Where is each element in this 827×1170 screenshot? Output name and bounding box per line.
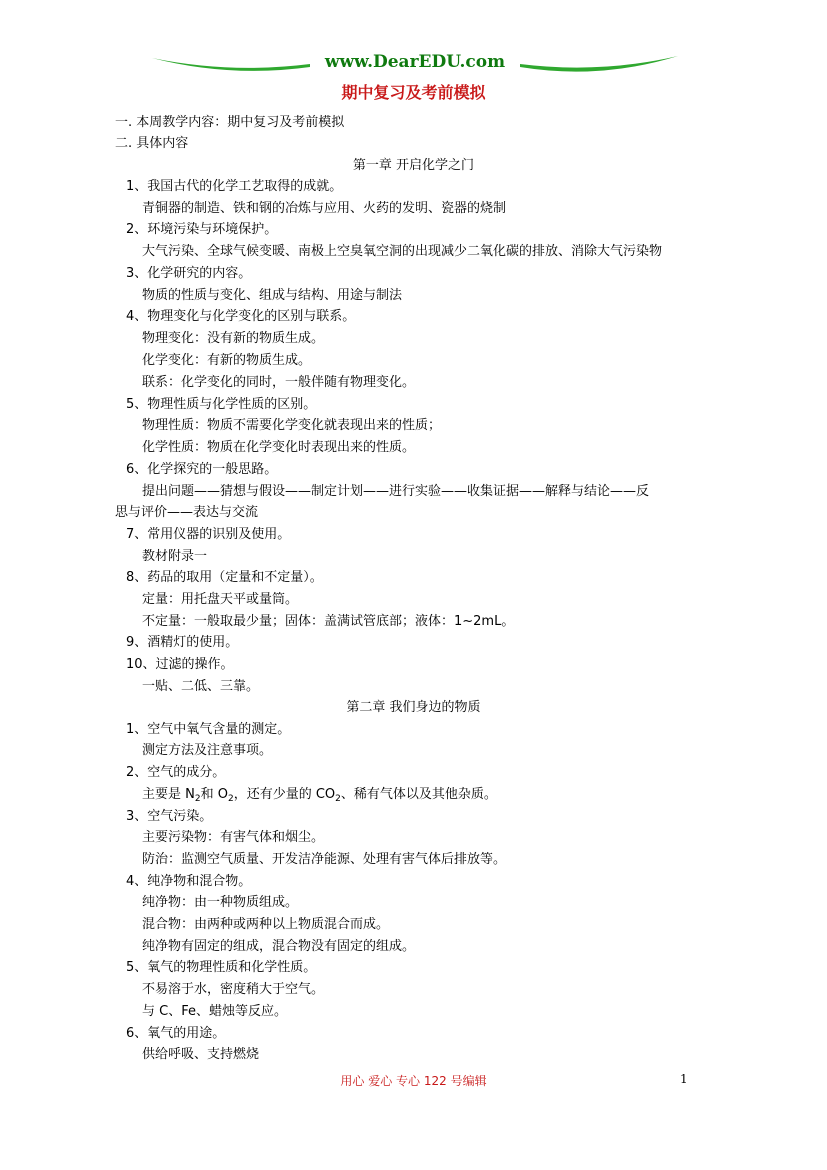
list-item-detail: 提出问题——猜想与假设——制定计划——进行实验——收集证据——解释与结论——反 xyxy=(142,484,650,499)
list-item: 6、氧气的用途。 xyxy=(126,1026,226,1041)
header-banner xyxy=(150,50,680,76)
section-heading: 二. 具体内容 xyxy=(115,136,189,151)
list-item-detail: 主要污染物：有害气体和烟尘。 xyxy=(142,830,325,845)
page-title: 期中复习及考前模拟 xyxy=(341,83,486,102)
list-item-detail: 定量：用托盘天平或量筒。 xyxy=(142,592,299,607)
list-item: 1、我国古代的化学工艺取得的成就。 xyxy=(126,179,343,194)
list-item: 2、环境污染与环境保护。 xyxy=(126,222,278,237)
list-item-detail: 测定方法及注意事项。 xyxy=(142,743,273,758)
list-item: 3、化学研究的内容。 xyxy=(126,266,252,281)
list-item: 2、空气的成分。 xyxy=(126,765,226,780)
list-item: 3、空气污染。 xyxy=(126,809,213,824)
list-item-detail: 化学变化：有新的物质生成。 xyxy=(142,353,312,368)
list-item-detail: 不易溶于水，密度稍大于空气。 xyxy=(142,982,325,997)
footer-text: 用心 爱心 专心 122 号编辑 xyxy=(340,1074,487,1088)
list-item-detail: 物理变化：没有新的物质生成。 xyxy=(142,331,325,346)
list-item-detail: 防治：监测空气质量、开发洁净能源、处理有害气体后排放等。 xyxy=(142,852,507,867)
list-item: 10、过滤的操作。 xyxy=(126,657,234,672)
list-item-detail: 主要是 $N_2$和 $O_2$，还有少量的 $CO_2$、稀有气体以及其他杂质。 xyxy=(142,787,497,804)
list-item-detail: 联系：化学变化的同时，一般伴随有物理变化。 xyxy=(142,375,416,390)
list-item-detail: 一贴、二低、三靠。 xyxy=(142,679,260,694)
list-item-detail: 青铜器的制造、铁和钢的冶炼与应用、火药的发明、瓷器的烧制 xyxy=(142,201,507,216)
list-item: 1、空气中氧气含量的测定。 xyxy=(126,722,291,737)
list-item-detail: 供给呼吸、支持燃烧 xyxy=(142,1047,260,1062)
list-item: 4、纯净物和混合物。 xyxy=(126,874,252,889)
chapter-heading: 第一章 开启化学之门 xyxy=(352,158,475,173)
list-item: 5、物理性质与化学性质的区别。 xyxy=(126,397,317,412)
list-item-detail: 混合物：由两种或两种以上物质混合而成。 xyxy=(142,917,390,932)
list-item-detail: 纯净物有固定的组成，混合物没有固定的组成。 xyxy=(142,939,416,954)
list-item-detail: 物理性质：物质不需要化学变化就表现出来的性质； xyxy=(142,418,442,433)
list-item-detail: 与 C、Fe、蜡烛等反应。 xyxy=(142,1004,287,1019)
chapter-heading: 第二章 我们身边的物质 xyxy=(346,700,481,715)
list-item-detail: 纯净物：由一种物质组成。 xyxy=(142,895,299,910)
list-item: 4、物理变化与化学变化的区别与联系。 xyxy=(126,309,356,324)
list-item: 6、化学探究的一般思路。 xyxy=(126,462,278,477)
site-name: www.DearEDU.com xyxy=(324,52,506,72)
list-item: 7、常用仪器的识别及使用。 xyxy=(126,527,291,542)
page-number: 1 xyxy=(680,1072,688,1086)
list-item-detail: 大气污染、全球气候变暖、南极上空臭氧空洞的出现减少二氧化碳的排放、消除大气污染物 xyxy=(142,244,663,259)
list-item-detail: 物质的性质与变化、组成与结构、用途与制法 xyxy=(142,288,403,303)
list-item-detail: 不定量：一般取最少量；固体：盖满试管底部；液体：1~2mL。 xyxy=(142,614,515,629)
list-item: 8、药品的取用（定量和不定量）。 xyxy=(126,570,323,585)
section-heading: 一. 本周教学内容：期中复习及考前模拟 xyxy=(115,115,345,130)
list-item-detail: 思与评价——表达与交流 xyxy=(115,505,259,520)
list-item: 5、氧气的物理性质和化学性质。 xyxy=(126,960,317,975)
list-item: 9、酒精灯的使用。 xyxy=(126,635,239,650)
list-item-detail: 化学性质：物质在化学变化时表现出来的性质。 xyxy=(142,440,416,455)
list-item-detail: 教材附录一 xyxy=(142,549,208,564)
